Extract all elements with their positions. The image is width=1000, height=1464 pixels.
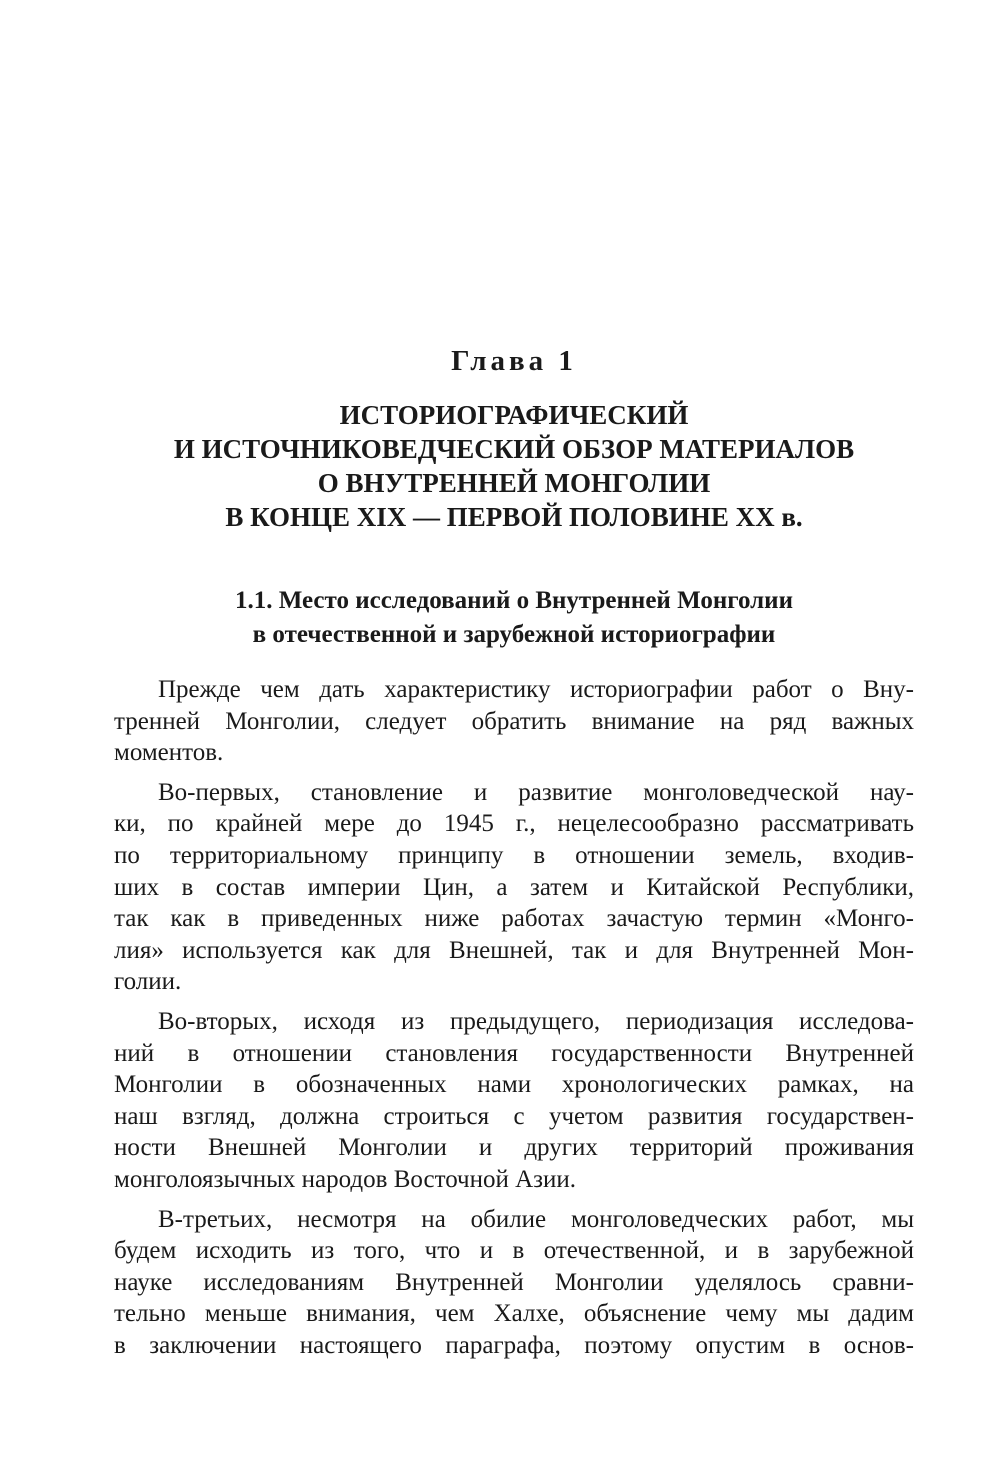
- text-line: голии.: [114, 968, 182, 996]
- text-line: ки, по крайней мере до 1945 г., нецелесообразно рассматривать: [114, 810, 914, 838]
- paragraph: [114, 1204, 914, 1362]
- text-line: Во-вторых, исходя из предыдущего, периодизация исследова-: [158, 1007, 914, 1035]
- section-title-line: 1.1. Место исследований о Внутренней Монголии: [235, 587, 793, 614]
- text-line: тельно меньше внимания, чем Халхе, объяснение чему мы дадим: [114, 1300, 914, 1328]
- chapter-title-line: О ВНУТРЕННЕЙ МОНГОЛИИ: [317, 468, 711, 498]
- text-line: В-третьих, несмотря на обилие монголоведческих работ, мы: [158, 1205, 914, 1233]
- paragraph: [114, 1006, 914, 1196]
- text-line: моментов.: [114, 739, 224, 767]
- text-line: тренней Монголии, следует обратить внимание на ряд важных: [114, 707, 914, 735]
- text-line: будем исходить из того, что и в отечественной, и в зарубежной: [114, 1237, 914, 1265]
- section-title: [114, 584, 914, 652]
- chapter-title-line: В КОНЦЕ XIX — ПЕРВОЙ ПОЛОВИНЕ XX в.: [225, 502, 803, 532]
- body-text: [114, 674, 914, 1369]
- text-line: Во-первых, становление и развитие монголоведческой нау-: [158, 778, 914, 806]
- chapter-label: Глава 1: [451, 345, 577, 377]
- chapter-title-line: И ИСТОЧНИКОВЕДЧЕСКИЙ ОБЗОР МАТЕРИАЛОВ: [173, 434, 855, 464]
- text-line: в заключении настоящего параграфа, поэтому опустим в основ-: [114, 1331, 914, 1359]
- chapter-title-line: ИСТОРИОГРАФИЧЕСКИЙ: [339, 400, 689, 430]
- text-line: ших в состав империи Цин, а затем и Китайской Республики,: [114, 873, 914, 901]
- text-line: Прежде чем дать характеристику историографии работ о Вну-: [158, 676, 914, 703]
- text-line: по территориальному принципу в отношении земель, входив-: [114, 841, 914, 869]
- text-line: ний в отношении становления государственности Внутренней: [114, 1039, 914, 1067]
- paragraph: [114, 674, 914, 769]
- chapter-title: [114, 398, 914, 534]
- text-line: науке исследованиям Внутренней Монголии уделялось сравни-: [114, 1268, 914, 1296]
- paragraph: [114, 777, 914, 998]
- text-line: монголоязычных народов Восточной Азии.: [114, 1165, 577, 1193]
- section-title-line: в отечественной и зарубежной историографии: [252, 621, 776, 648]
- text-line: лия» используется как для Внешней, так и для Внутренней Мон-: [114, 936, 914, 964]
- text-line: наш взгляд, должна строиться с учетом развития государствен-: [114, 1102, 914, 1130]
- text-line: так как в приведенных ниже работах зачастую термин «Монго-: [114, 905, 914, 933]
- text-line: Монголии в обозначенных нами хронологических рамках, на: [114, 1071, 914, 1099]
- text-line: ности Внешней Монголии и других территорий проживания: [114, 1134, 914, 1162]
